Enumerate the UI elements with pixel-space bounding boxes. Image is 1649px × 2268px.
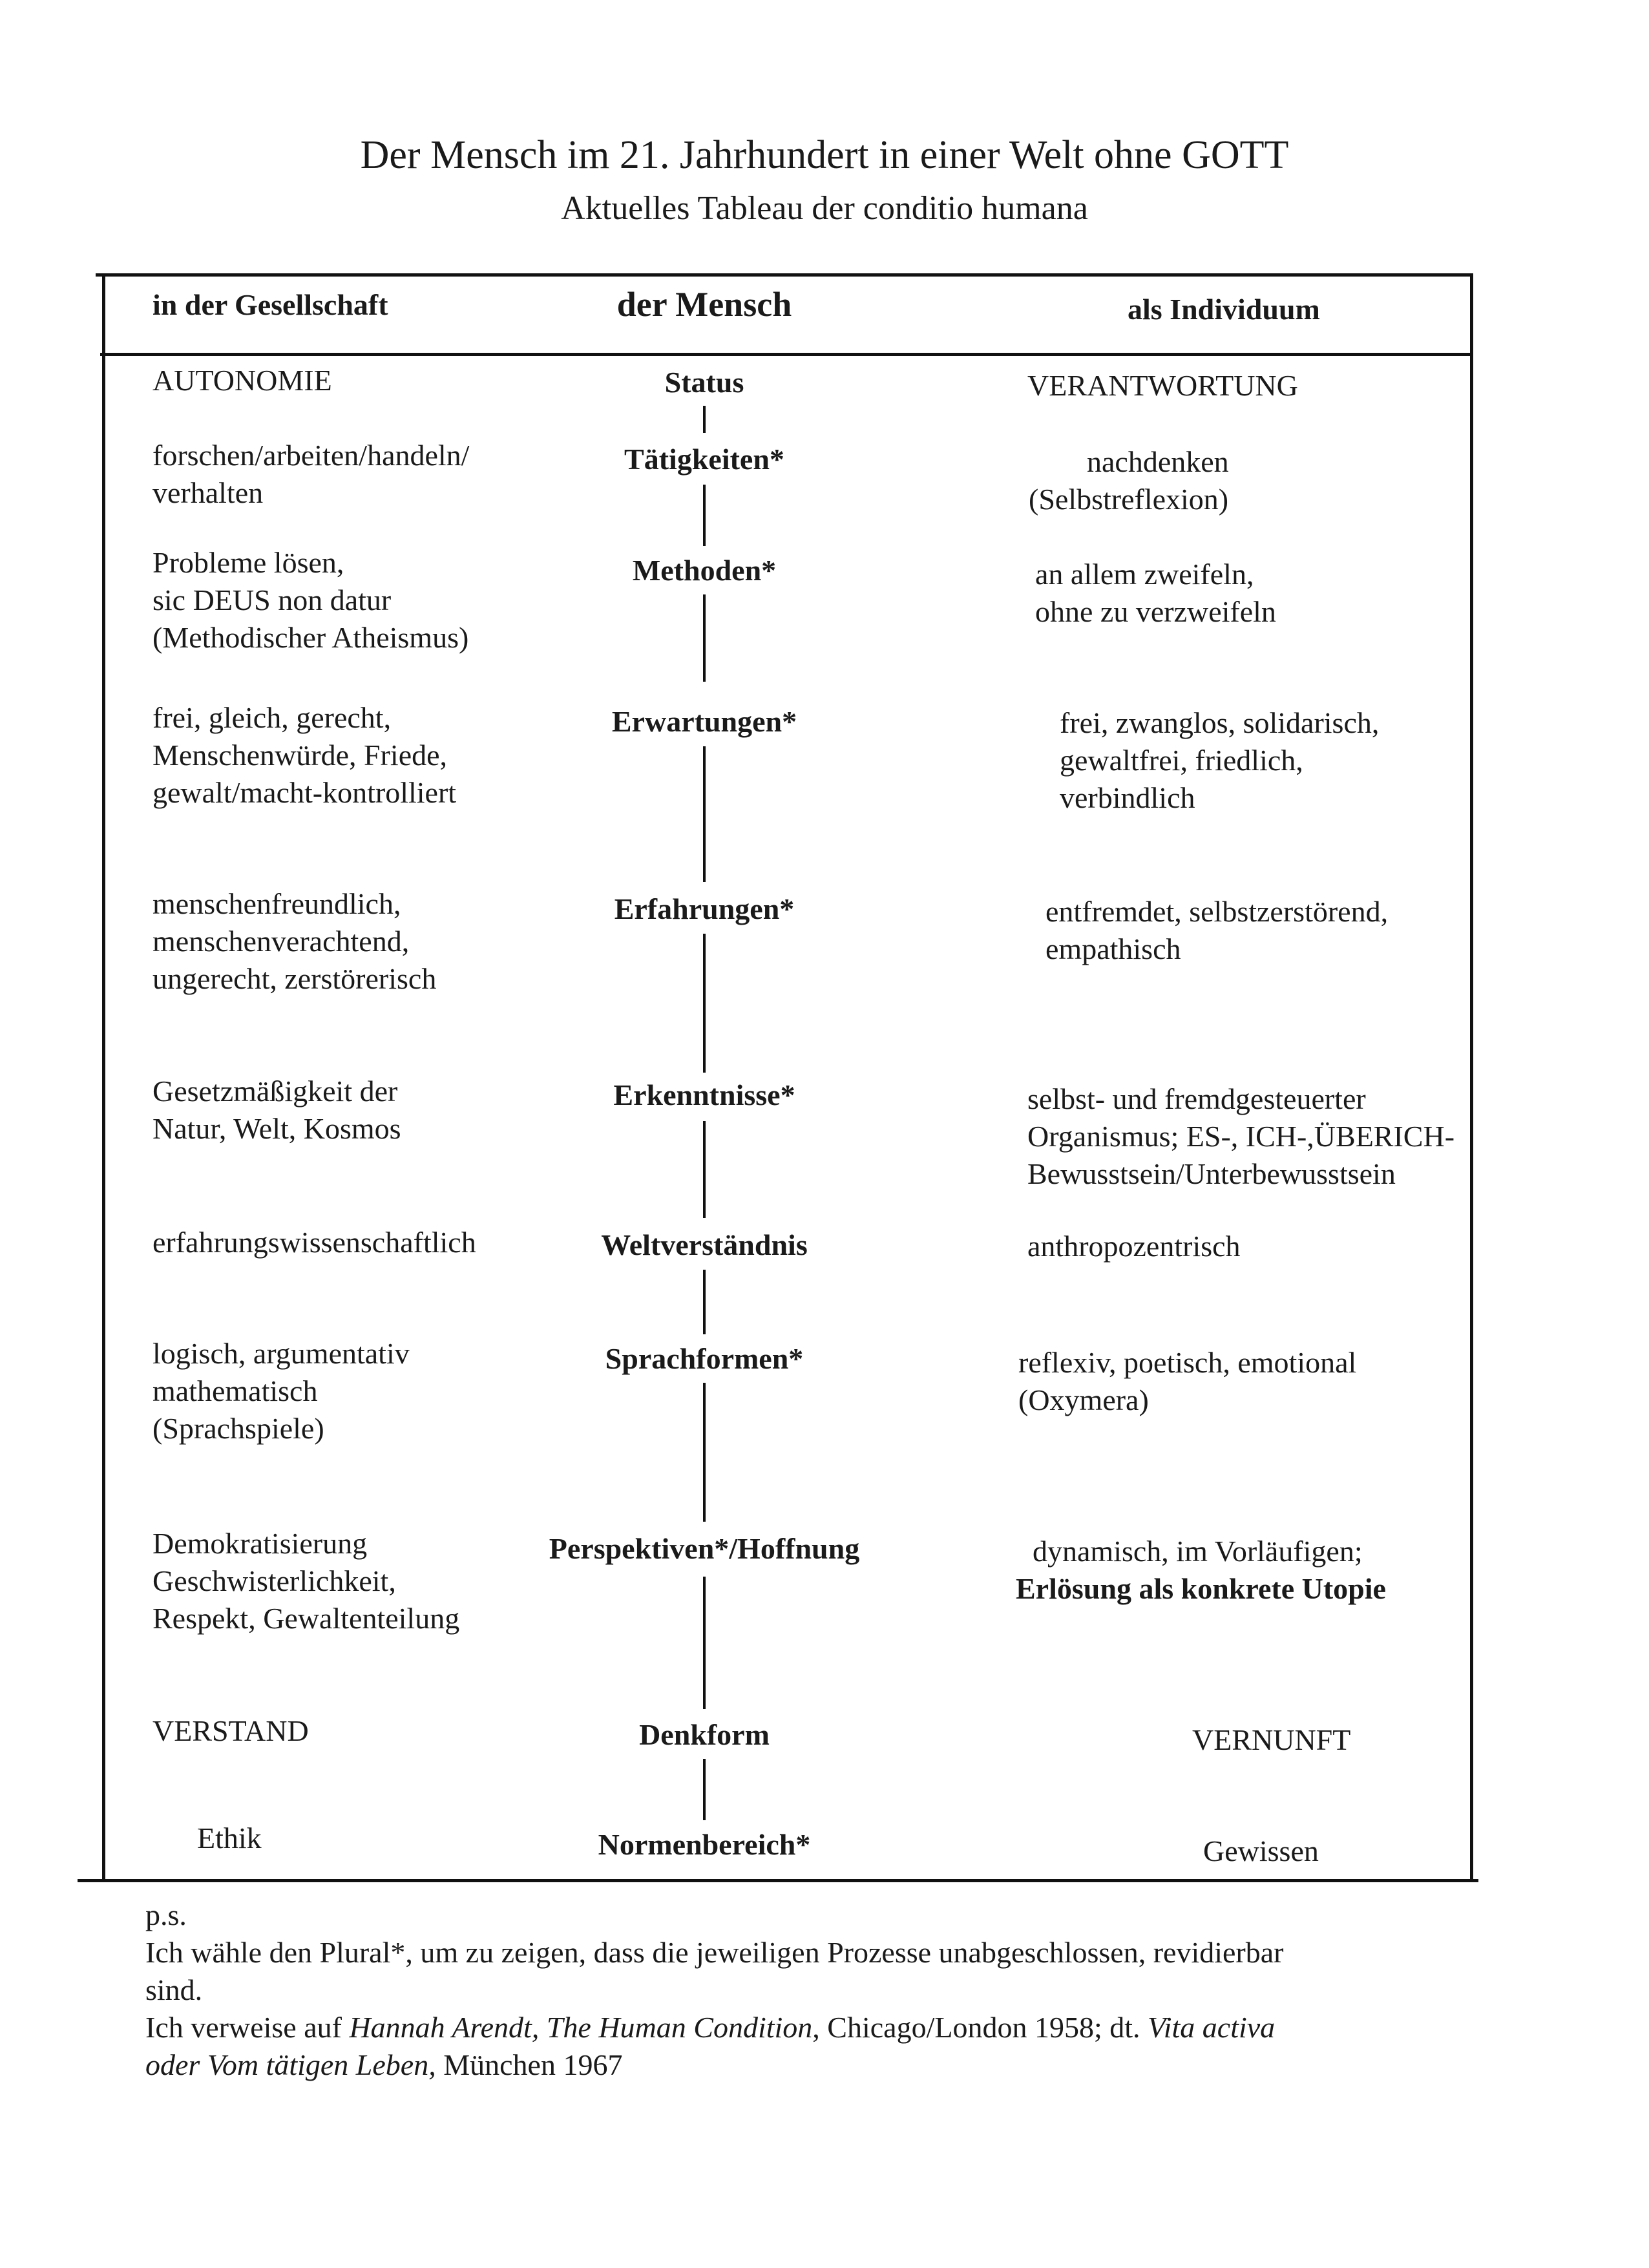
left-cell-7: logisch, argumentativ mathematisch (Sprachspiele) xyxy=(152,1337,410,1445)
middle-erwartungen: Erwartungen* xyxy=(611,705,797,738)
connector-line xyxy=(703,1383,706,1522)
footnote xyxy=(145,1896,1283,2084)
left-cell-5: Gesetzmäßigkeit der Natur, Welt, Kosmos xyxy=(152,1075,401,1145)
left-cell-3: frei, gleich, gerecht, Menschenwürde, Friede, gewalt/macht-kontrolliert xyxy=(152,701,457,809)
connector-line xyxy=(703,1759,706,1820)
right-cell-8: dynamisch, im Vorläufigen; Erlösung als konkrete Utopie xyxy=(1016,1535,1386,1605)
right-cell-9: VERNUNFT xyxy=(1192,1723,1351,1756)
header-bottom-border xyxy=(100,353,1473,356)
page-title: Der Mensch im 21. Jahrhundert in einer Welt ohne GOTT xyxy=(360,133,1289,177)
connector-line xyxy=(703,1121,706,1218)
footnote-reference-end: oder Vom tätigen Leben, München 1967 xyxy=(145,2048,623,2081)
table-bottom-border xyxy=(78,1879,1478,1882)
connector-line xyxy=(703,485,706,546)
table-top-border xyxy=(96,273,1473,277)
table-left-border xyxy=(102,273,105,1880)
connector-line xyxy=(703,1270,706,1334)
right-cell-10: Gewissen xyxy=(1203,1834,1319,1867)
right-cell-0: VERANTWORTUNG xyxy=(1027,369,1298,402)
middle-denkform: Denkform xyxy=(639,1718,770,1751)
right-cell-7: reflexiv, poetisch, emotional (Oxymera) xyxy=(1018,1346,1357,1416)
right-cell-2: an allem zweifeln, ohne zu verzweifeln xyxy=(1035,558,1276,628)
connector-line xyxy=(703,746,706,882)
left-cell-1: forschen/arbeiten/handeln/ verhalten xyxy=(152,439,470,509)
left-cell-0: AUTONOMIE xyxy=(152,364,332,397)
middle-status: Status xyxy=(664,366,744,399)
left-cell-8: Demokratisierung Geschwisterlichkeit, Respekt, Gewaltenteilung xyxy=(152,1527,460,1635)
connector-line xyxy=(703,1577,706,1709)
connector-line xyxy=(703,934,706,1073)
left-cell-9: VERSTAND xyxy=(152,1714,309,1747)
table-right-border xyxy=(1470,273,1473,1880)
middle-normenbereich: Normenbereich* xyxy=(598,1828,811,1861)
header-individual: als Individuum xyxy=(1128,293,1320,326)
left-cell-10: Ethik xyxy=(197,1822,262,1854)
header-society: in der Gesellschaft xyxy=(152,288,388,321)
left-cell-4: menschenfreundlich, menschenverachtend, ungerecht, zerstörerisch xyxy=(152,887,437,995)
right-cell-6: anthropozentrisch xyxy=(1027,1230,1241,1263)
connector-line xyxy=(703,594,706,682)
header-human: der Mensch xyxy=(616,285,792,324)
footnote-plural: Ich wähle den Plural*, um zu zeigen, dass die jeweiligen Prozesse unabgeschlossen, revidierbar xyxy=(145,1936,1284,1969)
page-subtitle: Aktuelles Tableau der conditio humana xyxy=(561,190,1088,227)
middle-taetigkeiten: Tätigkeiten* xyxy=(624,443,784,476)
right-cell-1: nachdenken (Selbstreflexion) xyxy=(1029,445,1229,516)
footnote-plural-end: sind. xyxy=(145,1973,203,2006)
footnote-reference: Ich verweise auf Hannah Arendt, The Human Condition, Chicago/London 1958; dt. Vita activa xyxy=(145,2011,1276,2044)
right-cell-4: entfremdet, selbstzerstörend, empathisch xyxy=(1045,895,1389,965)
middle-sprachformen: Sprachformen* xyxy=(605,1342,804,1375)
middle-methoden: Methoden* xyxy=(632,554,777,587)
connector-line xyxy=(703,406,706,433)
footnote-ps: p.s. xyxy=(145,1898,187,1931)
middle-perspektiven: Perspektiven*/Hoffnung xyxy=(549,1532,860,1565)
middle-weltverstaendnis: Weltverständnis xyxy=(601,1228,808,1261)
middle-erfahrungen: Erfahrungen* xyxy=(614,892,795,925)
right-cell-3: frei, zwanglos, solidarisch, gewaltfrei, friedlich, verbindlich xyxy=(1060,706,1380,814)
left-cell-2: Probleme lösen, sic DEUS non datur (Methodischer Atheismus) xyxy=(152,546,469,654)
left-cell-6: erfahrungswissenschaftlich xyxy=(152,1226,476,1259)
middle-erkenntnisse: Erkenntnisse* xyxy=(613,1078,795,1111)
right-cell-5: selbst- und fremdgesteuerter Organismus; ES-, ICH-,ÜBERICH- Bewusstsein/Unterbewusstsein xyxy=(1027,1082,1455,1190)
